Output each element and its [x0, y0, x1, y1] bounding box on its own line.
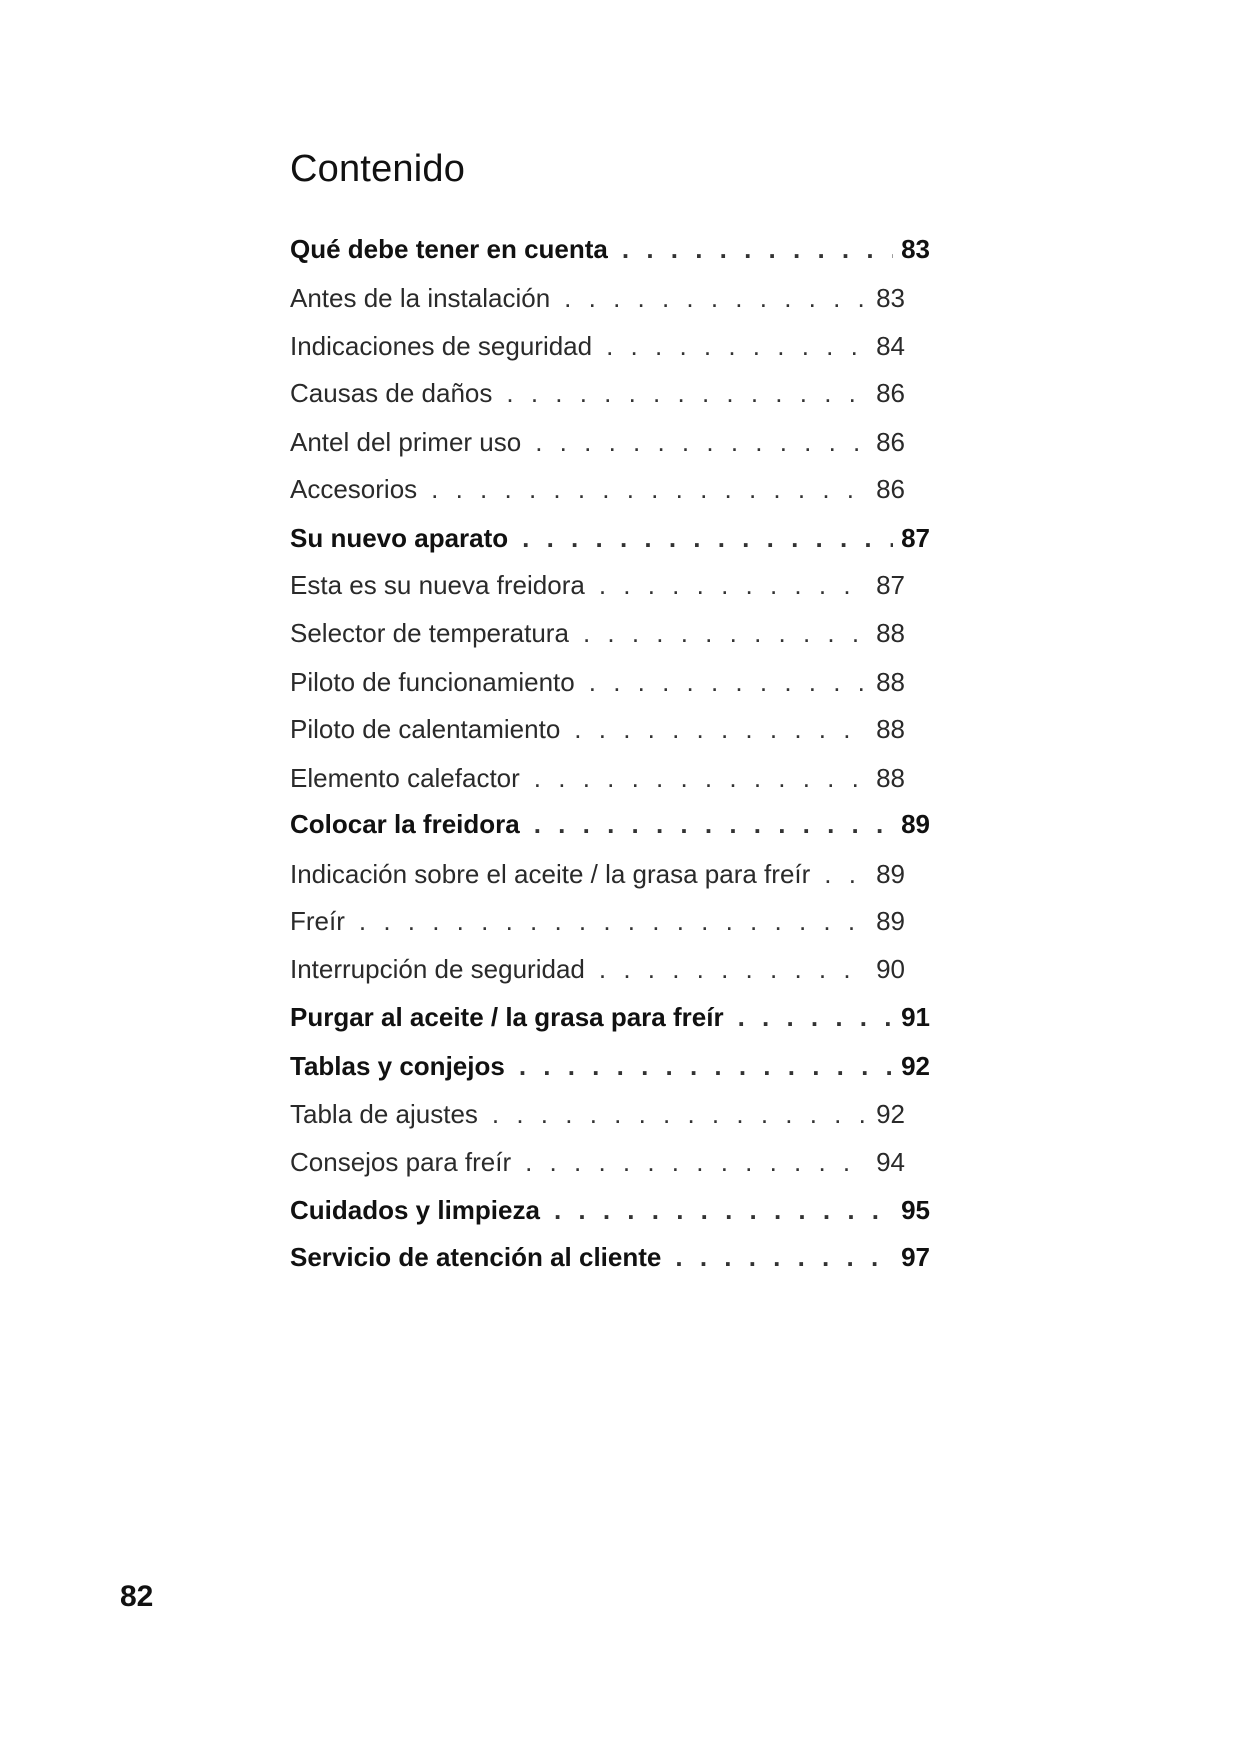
- toc-entry-title: Indicaciones de seguridad: [290, 331, 593, 361]
- toc-entry-page: 90: [876, 954, 905, 984]
- toc-chapter-entry[interactable]: [290, 1000, 930, 1034]
- toc-entry-title: Qué debe tener en cuenta: [290, 234, 608, 264]
- toc-dot-leader: [492, 1097, 868, 1131]
- toc-dot-leader: [525, 1145, 868, 1179]
- toc-section-entry[interactable]: [290, 712, 905, 746]
- toc-dot-leader: [824, 857, 868, 891]
- toc-entry-title: Elemento calefactor: [290, 763, 520, 793]
- toc-entry-title: Servicio de atención al cliente: [290, 1242, 662, 1272]
- toc-entry-page: 83: [876, 283, 905, 313]
- toc-entry-title: Freír: [290, 906, 345, 936]
- toc-entry-title: Su nuevo aparato: [290, 523, 509, 553]
- toc-entry-page: 92: [876, 1099, 905, 1129]
- toc-dot-leader: [534, 807, 893, 841]
- toc-entry-title: Tabla de ajustes: [290, 1099, 478, 1129]
- toc-entry-page: 89: [876, 906, 905, 936]
- toc-dot-leader: [622, 232, 893, 266]
- toc-entry-page: 92: [901, 1051, 930, 1081]
- toc-entry-title: Causas de daños: [290, 378, 493, 408]
- toc-entry-page: 88: [876, 667, 905, 697]
- toc-entry-title: Selector de temperatura: [290, 618, 569, 648]
- toc-dot-leader: [583, 616, 868, 650]
- toc-entry-title: Piloto de calentamiento: [290, 714, 561, 744]
- toc-entry-page: 89: [876, 859, 905, 889]
- toc-entry-page: 88: [876, 763, 905, 793]
- toc-chapter-entry[interactable]: [290, 232, 930, 266]
- toc-section-entry[interactable]: [290, 616, 905, 650]
- toc-dot-leader: [738, 1000, 894, 1034]
- page-number: 82: [120, 1580, 154, 1613]
- toc-section-entry[interactable]: [290, 425, 905, 459]
- toc-dot-leader: [506, 376, 868, 410]
- toc-chapter-entry[interactable]: [290, 521, 930, 555]
- toc-dot-leader: [606, 329, 868, 363]
- toc-entry-title: Piloto de funcionamiento: [290, 667, 575, 697]
- toc-dot-leader: [589, 665, 868, 699]
- toc-dot-leader: [599, 952, 868, 986]
- toc-section-entry[interactable]: [290, 952, 905, 986]
- page-title: Contenido: [290, 148, 466, 190]
- toc-section-entry[interactable]: [290, 857, 905, 891]
- toc-section-entry[interactable]: [290, 904, 905, 938]
- toc-entry-title: Antes de la instalación: [290, 283, 551, 313]
- toc-section-entry[interactable]: [290, 568, 905, 602]
- toc-dot-leader: [431, 472, 868, 506]
- toc-entry-title: Tablas y conjejos: [290, 1051, 505, 1081]
- toc-entry-page: 87: [876, 570, 905, 600]
- toc-entry-title: Purgar al aceite / la grasa para freír: [290, 1002, 724, 1032]
- toc-entry-title: Interrupción de seguridad: [290, 954, 585, 984]
- toc-section-entry[interactable]: [290, 329, 905, 363]
- toc-entry-page: 88: [876, 714, 905, 744]
- toc-entry-title: Indicación sobre el aceite / la grasa para freír: [290, 859, 811, 889]
- toc-section-entry[interactable]: [290, 281, 905, 315]
- toc-chapter-entry[interactable]: [290, 1240, 930, 1274]
- toc-section-entry[interactable]: [290, 1145, 905, 1179]
- toc-chapter-entry[interactable]: [290, 1193, 930, 1227]
- toc-entry-page: 97: [901, 1242, 930, 1272]
- toc-entry-page: 95: [901, 1195, 930, 1225]
- toc-chapter-entry[interactable]: [290, 807, 930, 841]
- toc-entry-page: 89: [901, 809, 930, 839]
- toc-section-entry[interactable]: [290, 472, 905, 506]
- toc-dot-leader: [574, 712, 868, 746]
- toc-entry-title: Colocar la freidora: [290, 809, 520, 839]
- toc-dot-leader: [564, 281, 868, 315]
- toc-dot-leader: [519, 1049, 893, 1083]
- toc-entry-title: Antel del primer uso: [290, 427, 522, 457]
- toc-chapter-entry[interactable]: [290, 1049, 930, 1083]
- toc-dot-leader: [554, 1193, 893, 1227]
- toc-dot-leader: [522, 521, 893, 555]
- toc-dot-leader: [534, 761, 868, 795]
- toc-entry-page: 86: [876, 378, 905, 408]
- toc-section-entry[interactable]: [290, 761, 905, 795]
- toc-section-entry[interactable]: [290, 376, 905, 410]
- toc-section-entry[interactable]: [290, 1097, 905, 1131]
- toc-entry-page: 87: [901, 523, 930, 553]
- toc-section-entry[interactable]: [290, 665, 905, 699]
- toc-entry-page: 84: [876, 331, 905, 361]
- toc-entry-title: Accesorios: [290, 474, 418, 504]
- toc-entry-title: Cuidados y limpieza: [290, 1195, 540, 1225]
- toc-entry-title: Consejos para freír: [290, 1147, 512, 1177]
- toc-entry-page: 86: [876, 474, 905, 504]
- toc-dot-leader: [535, 425, 868, 459]
- toc-entry-page: 86: [876, 427, 905, 457]
- toc-entry-page: 83: [901, 234, 930, 264]
- toc-entry-page: 88: [876, 618, 905, 648]
- toc-dot-leader: [599, 568, 868, 602]
- toc-entry-page: 94: [876, 1147, 905, 1177]
- toc-entry-title: Esta es su nueva freidora: [290, 570, 585, 600]
- toc-dot-leader: [359, 904, 868, 938]
- toc-dot-leader: [675, 1240, 893, 1274]
- toc-entry-page: 91: [901, 1002, 930, 1032]
